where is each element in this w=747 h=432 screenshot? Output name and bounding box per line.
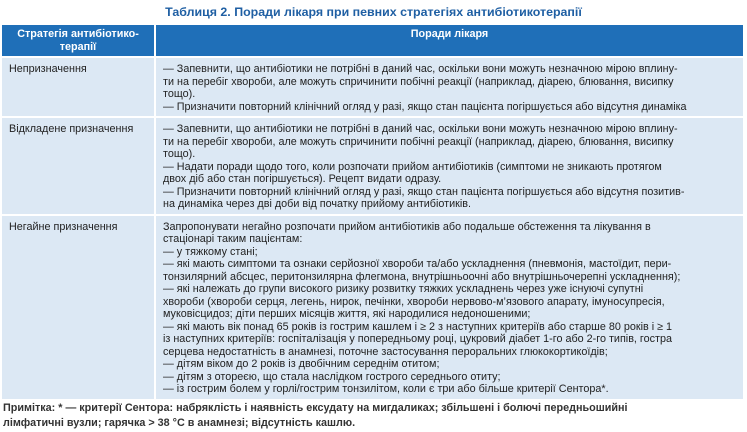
advice-line: серцева недостатність в анамнезі, поточне застосування пероральних глюкокортикоїдів; xyxy=(163,345,608,358)
advice-line: — дітям з отореєю, що стала наслідком гострого середнього отиту; xyxy=(163,370,501,383)
advice-line: — Запевнити, що антибіотики не потрібні в даний час, оскільки вони можуть незначною мірою вплину- xyxy=(163,123,678,135)
advice-line: Запропонувати негайно розпочати прийом антибіотиків або подальше обстеження та лікування в xyxy=(163,220,651,233)
advice-line: — які мають вік понад 65 років із гострим кашлем і ≥ 2 з наступних критеріїв або старше 80 років і ≥ 1 xyxy=(163,320,673,333)
advice-line: — які належать до групи високого ризику розвитку тяжких ускладнень через уже існуючі супутні xyxy=(163,283,644,295)
strategy-cell: Негайне призначення xyxy=(2,215,155,400)
advice-line: на динаміка через дві доби від початку прийому антибіотиків. xyxy=(163,198,471,210)
table-row-non-prescribing xyxy=(2,57,743,117)
advice-line: тощо). xyxy=(163,148,196,160)
antibiotic-strategy-table xyxy=(2,25,743,401)
strategy-cell: Відкладене призначення xyxy=(2,117,155,215)
advice-line: — які мають симптоми та ознаки серйозної хвороби та/або ускладнення (пневмонія, мастоїдит, пери- xyxy=(163,258,672,270)
header-strategy xyxy=(2,25,155,57)
header-advice xyxy=(155,25,743,57)
header-advice-line-1: Поради лікаря xyxy=(410,28,489,40)
advice-line: тощо). xyxy=(163,88,196,100)
advice-cell xyxy=(155,215,743,400)
advice-line: — Призначити повторний клінічний огляд у разі, якщо стан пацієнта погіршується або відсутня динаміка xyxy=(163,100,687,113)
advice-line: муковісцидоз; діти перших місяців життя, які народилися недоношеними; xyxy=(163,308,531,320)
table-row-delayed-prescribing xyxy=(2,117,743,215)
table-row-immediate-prescribing xyxy=(2,215,743,400)
advice-line: — Надати поради щодо того, коли розпочати прийом антибіотиків (симптоми не зникають протягом xyxy=(163,160,662,173)
advice-line: — у тяжкому стані; xyxy=(163,245,258,258)
footnote-line: Примітка: * — критерії Сентора: набряклість і наявність ексудату на мигдаликах; збільшені і болючі передньошийні xyxy=(3,402,628,414)
table-footnote xyxy=(3,401,743,431)
advice-line: тонзилярний абсцес, перитонзилярна флегмона, внутрішньоочні або внутрішньочерепні ускладнення); xyxy=(163,270,681,283)
advice-line: — Запевнити, що антибіотики не потрібні в даний час, оскільки вони можуть незначною мірою вплину- xyxy=(163,63,678,75)
advice-line: ти на перебіг хвороби, але можуть спричинити побічні реакції (наприклад, діарею, блювання, висипку xyxy=(163,75,674,88)
advice-line: двох діб або стан погіршується). Рецепт видати одразу. xyxy=(163,173,442,185)
advice-line: — із гострим болем у горлі/гострим тонзилітом, коли є три або більше критерії Сентора*. xyxy=(163,383,609,395)
advice-cell xyxy=(155,117,743,215)
table-header-row xyxy=(2,25,743,57)
advice-line: стаціонарі таким пацієнтам: xyxy=(163,233,303,245)
advice-line: — Призначити повторний клінічний огляд у разі, якщо стан пацієнта погіршується або відсутня позитив- xyxy=(163,185,685,198)
advice-line: хвороби (хвороби серця, легень, нирок, печінки, хвороби нервово-м’язового апарату, імуносупресія, xyxy=(163,295,665,308)
advice-cell xyxy=(155,57,743,117)
advice-line: — дітям віком до 2 років із двобічним середнім отитом; xyxy=(163,358,440,370)
footnote-line: лімфатичні вузли; гарячка > 38 °С в анамнезі; відсутність кашлю. xyxy=(3,417,356,429)
header-strategy-line-2: терапії xyxy=(59,40,97,53)
strategy-cell: Непризначення xyxy=(2,57,155,117)
table-caption: Таблиця 2. Поради лікаря при певних стратегіях антибіотикотерапії xyxy=(165,5,582,19)
advice-line: із наступних критеріїв: госпіталізація у попередньому році, цукровий діабет 1-го або 2-го типів, гостра xyxy=(163,333,672,345)
advice-line: ти на перебіг хвороби, але можуть спричинити побічні реакції (наприклад, діарею, блювання, висипку xyxy=(163,135,674,148)
header-strategy-line-1: Стратегія антибіотико- xyxy=(17,28,139,40)
